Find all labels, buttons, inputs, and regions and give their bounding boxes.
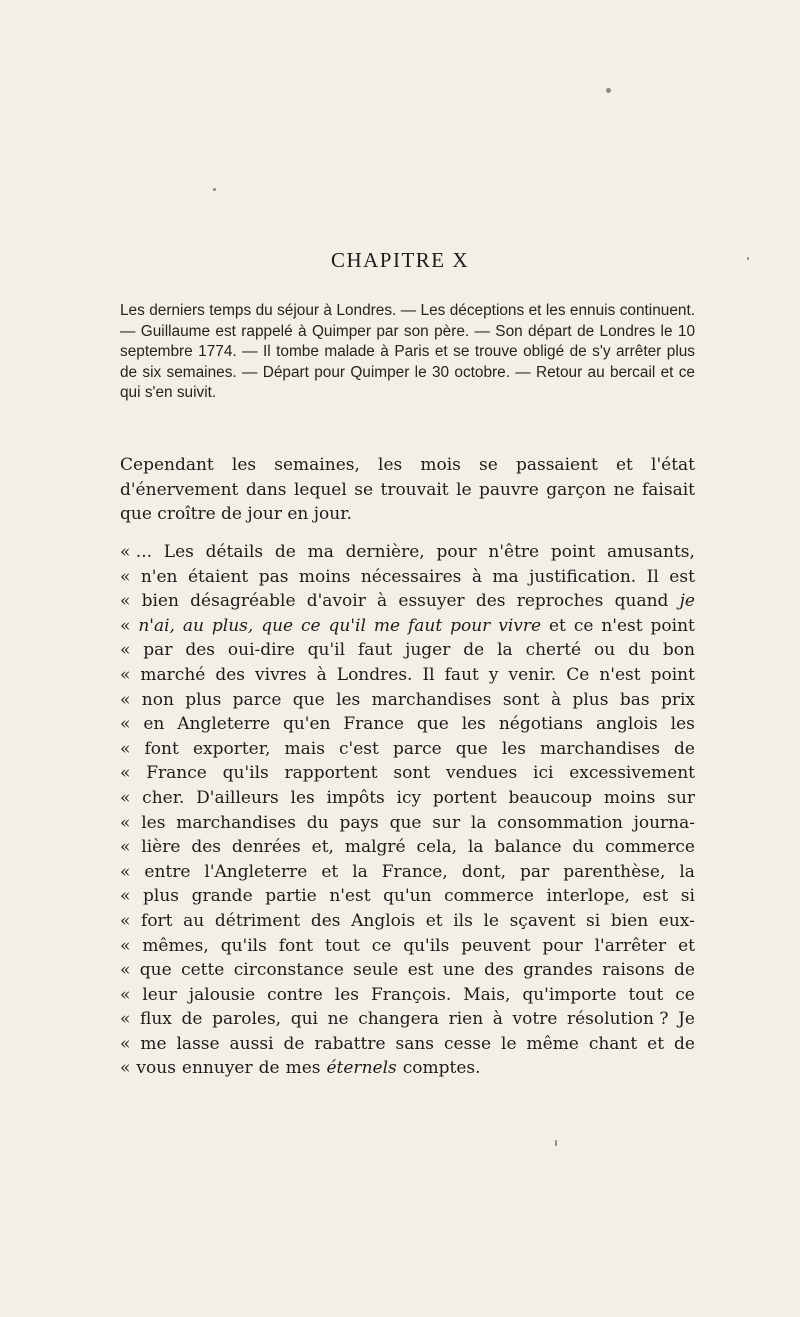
- quote-word: oui-dire: [227, 640, 295, 661]
- quote-word: portent: [432, 787, 497, 808]
- quote-word: comptes.: [402, 1058, 481, 1079]
- quote-word: Mais,: [463, 984, 511, 1005]
- quote-word: et,: [311, 837, 334, 858]
- quote-word: vendues: [445, 763, 518, 784]
- quote-word: je: [679, 591, 695, 612]
- quote-word: sans: [395, 1033, 435, 1054]
- quote-word: étaient: [187, 566, 249, 587]
- quote-word: de: [674, 1033, 695, 1054]
- chapter-title: CHAPITRE X: [330, 248, 470, 272]
- quote-word: consommation: [497, 812, 623, 833]
- quoted-letter: [120, 540, 695, 1081]
- quote-word: «: [120, 787, 131, 808]
- quote-word: négotians: [498, 714, 584, 735]
- quote-line: [120, 589, 695, 614]
- quote-word: «: [120, 960, 131, 981]
- quote-word: la: [679, 861, 695, 882]
- chapter-summary: Les derniers temps du séjour à Londres. — Les déceptions et les ennuis continuent. — Guillaume est rappelé à Quimper par son père. — Son départ de Londres le 10 septembre 1774. — Il tombe malade à Paris et se trouve obligé de s'y arrêter plus de six semaines. — Départ pour Quimper le 30 octobre. — Retour au bercail et ce qui s'en suivit.: [120, 302, 695, 401]
- quote-word: la: [467, 837, 484, 858]
- quote-word: moins: [603, 787, 656, 808]
- quote-word: cette: [181, 960, 225, 981]
- quote-word: qu'il: [328, 615, 366, 636]
- quote-word: lasse: [176, 1033, 220, 1054]
- quote-line: [120, 934, 695, 959]
- quote-word: D'ailleurs: [196, 787, 279, 808]
- quote-word: flux: [140, 1009, 172, 1030]
- quote-word: par: [143, 640, 173, 661]
- quote-word: qu'ils: [222, 763, 269, 784]
- quote-word: résolution ?: [566, 1009, 669, 1030]
- quote-word: ennuyer: [181, 1058, 253, 1079]
- quote-word: qu'en: [282, 714, 331, 735]
- quote-word: mais: [284, 738, 325, 759]
- quote-word: Londres.: [336, 664, 413, 685]
- quote-word: bon: [662, 640, 695, 661]
- quote-word: fort: [141, 910, 173, 931]
- quote-line: [120, 983, 695, 1008]
- quote-word: tout: [324, 935, 360, 956]
- quote-word: seule: [353, 960, 399, 981]
- quote-word: au: [182, 615, 204, 636]
- quote-word: vivres: [255, 664, 307, 685]
- quote-word: que: [139, 960, 172, 981]
- quote-word: peuvent: [461, 935, 531, 956]
- quote-word: au: [183, 910, 205, 931]
- quote-word: rien: [448, 1009, 484, 1030]
- quote-line: [120, 614, 695, 639]
- quote-word: «: [120, 591, 131, 612]
- quote-word: de: [674, 738, 695, 759]
- quote-word: partie: [265, 886, 317, 907]
- quote-word: faut: [444, 664, 479, 685]
- quote-word: et: [425, 910, 443, 931]
- paper-speck: [747, 257, 749, 260]
- quote-word: de: [181, 1009, 203, 1030]
- quote-word: détriment: [214, 910, 301, 931]
- quote-word: les: [141, 812, 166, 833]
- quote-line: [120, 884, 695, 909]
- quote-word: journa-: [633, 812, 695, 833]
- quote-word: chant: [588, 1033, 638, 1054]
- quote-word: des: [310, 910, 341, 931]
- quote-word: aussi: [229, 1033, 274, 1054]
- quote-word: denrées: [231, 837, 301, 858]
- quote-word: les: [670, 714, 695, 735]
- quote-word: grandes: [523, 960, 593, 981]
- quote-word: «: [120, 763, 131, 784]
- quote-word: pas: [258, 566, 289, 587]
- quote-word: à: [377, 591, 388, 612]
- quote-word: «: [120, 738, 131, 759]
- quote-word: balance: [494, 837, 562, 858]
- quote-word: et: [647, 1033, 665, 1054]
- quote-word: et: [678, 935, 695, 956]
- quote-line: [120, 811, 695, 836]
- quote-word: sçavent: [509, 910, 576, 931]
- quote-word: beaucoup: [508, 787, 593, 808]
- quote-word: point: [650, 664, 695, 685]
- quote-word: «: [120, 1033, 131, 1054]
- quote-word: point: [550, 542, 596, 562]
- quote-word: eux-: [658, 910, 695, 931]
- quote-word: me: [373, 615, 401, 636]
- quote-word: vivre: [498, 615, 542, 636]
- quote-word: pays: [339, 812, 379, 833]
- quote-word: à: [492, 1009, 503, 1030]
- quote-word: excessivement: [569, 763, 695, 784]
- quote-word: «: [120, 910, 131, 931]
- quote-line: [120, 958, 695, 983]
- quote-word: «: [120, 861, 131, 882]
- quote-line: [120, 835, 695, 860]
- quote-word: l'Angleterre: [204, 861, 308, 882]
- quote-word: font: [144, 738, 179, 759]
- quote-word: bas: [619, 689, 650, 710]
- quote-word: n'est: [601, 615, 643, 636]
- quote-word: à: [316, 664, 327, 685]
- quote-word: amusants,: [606, 542, 695, 562]
- quote-word: pour: [542, 935, 583, 956]
- paper-speck: [213, 188, 216, 191]
- quote-word: l'arrêter: [594, 935, 667, 956]
- quote-word: leur: [142, 984, 177, 1005]
- quote-word: des: [475, 591, 506, 612]
- quote-word: mes: [285, 1058, 321, 1079]
- quote-word: par: [520, 861, 550, 882]
- quote-word: parenthèse,: [563, 861, 666, 882]
- quote-word: vous: [136, 1058, 176, 1079]
- quote-word: anglois: [595, 714, 658, 735]
- quote-word: «: [120, 886, 131, 907]
- paper-speck: [555, 1140, 557, 1146]
- quote-word: moins: [298, 566, 351, 587]
- quote-word: à: [550, 689, 562, 710]
- quote-line: [120, 909, 695, 934]
- quote-word: éternels: [326, 1058, 397, 1079]
- quote-word: les: [290, 787, 315, 808]
- quote-line: [120, 688, 695, 713]
- quote-word: font: [278, 935, 314, 956]
- quote-word: désagréable: [190, 591, 296, 612]
- quote-word: même: [526, 1033, 579, 1054]
- quote-word: de: [258, 1058, 280, 1079]
- quote-word: France,: [381, 861, 448, 882]
- quote-word: si: [586, 910, 601, 931]
- quote-word: «: [120, 664, 131, 685]
- quote-word: «: [120, 812, 131, 833]
- quote-word: «: [120, 1058, 131, 1079]
- quote-word: lière: [141, 837, 181, 858]
- quote-word: ou: [594, 640, 616, 661]
- quote-word: qu'ils: [403, 935, 450, 956]
- quote-word: du: [628, 640, 650, 661]
- quote-word: ce: [371, 935, 392, 956]
- quote-word: et: [549, 615, 566, 636]
- quote-word: une: [442, 960, 475, 981]
- quote-word: Anglois: [351, 910, 416, 931]
- quote-word: grande: [191, 886, 253, 907]
- quote-word: circonstance: [233, 960, 344, 981]
- quote-word: sur: [667, 787, 695, 808]
- quote-word: est: [642, 886, 669, 907]
- quote-word: cher.: [142, 787, 185, 808]
- quote-word: Il: [422, 664, 435, 685]
- quote-line: [120, 786, 695, 811]
- quote-word: ma: [492, 566, 519, 587]
- quote-word: rapportent: [284, 763, 378, 784]
- quote-word: «: [120, 566, 131, 587]
- quote-word: Je: [678, 1009, 695, 1030]
- quote-word: faut: [357, 640, 393, 661]
- quote-word: de: [674, 960, 695, 981]
- quote-word: Ce: [566, 664, 590, 685]
- quote-word: sur: [432, 812, 461, 833]
- quote-line: [120, 1032, 695, 1057]
- quote-line: [120, 540, 695, 565]
- quote-word: prix: [660, 689, 695, 710]
- quote-word: bien: [141, 591, 179, 612]
- quote-word: est: [669, 566, 695, 587]
- quote-line: [120, 663, 695, 688]
- quote-word: c'est: [339, 738, 379, 759]
- quote-word: le: [483, 910, 499, 931]
- quote-word: du: [306, 812, 329, 833]
- quote-word: plus: [143, 886, 179, 907]
- quote-word: interlope,: [546, 886, 630, 907]
- intro-paragraph: Cependant les semaines, les mois se passaient et l'état d'énervement dans lequel se trouvait le pauvre garçon ne faisait que croître de jour en jour.: [120, 455, 695, 525]
- quote-word: des: [191, 837, 221, 858]
- quote-line: [120, 1056, 695, 1081]
- quote-word: de: [463, 640, 485, 661]
- quote-word: ils: [453, 910, 473, 931]
- quote-word: cesse: [443, 1033, 492, 1054]
- quote-word: icy: [396, 787, 422, 808]
- quote-word: des: [484, 960, 514, 981]
- quote-word: qu'il: [307, 640, 346, 661]
- quote-word: «: [120, 714, 131, 735]
- quote-word: «: [120, 1009, 131, 1030]
- quote-word: commerce: [605, 837, 695, 858]
- quote-word: paroles,: [212, 1009, 282, 1030]
- quote-line: [120, 860, 695, 885]
- quote-word: «: [120, 689, 131, 710]
- quote-word: juger: [405, 640, 451, 661]
- quote-line: [120, 1007, 695, 1032]
- quote-word: plus,: [211, 615, 254, 636]
- quote-word: exporter,: [192, 738, 271, 759]
- quote-word: les: [336, 689, 361, 710]
- quote-word: entre: [144, 861, 191, 882]
- quote-word: marchandises: [371, 689, 492, 710]
- quote-line: [120, 737, 695, 762]
- quote-word: pour: [450, 615, 491, 636]
- quote-word: dont,: [461, 861, 507, 882]
- quote-word: tout: [628, 984, 664, 1005]
- quote-word: n'est: [599, 664, 641, 685]
- quote-word: qui: [290, 1009, 318, 1030]
- quote-word: reproches: [516, 591, 604, 612]
- quote-word: «: [120, 935, 131, 956]
- quote-line: [120, 761, 695, 786]
- quote-word: qu'ils: [220, 935, 267, 956]
- quote-word: les: [334, 984, 360, 1005]
- quote-word: qu'un: [383, 886, 432, 907]
- quote-word: raisons: [602, 960, 665, 981]
- quote-word: est: [407, 960, 434, 981]
- quote-word: si: [680, 886, 695, 907]
- quote-word: me: [140, 1033, 167, 1054]
- quote-word: que: [455, 738, 488, 759]
- quote-word: Les: [163, 542, 194, 562]
- quote-word: Angleterre: [177, 714, 271, 735]
- quote-word: parce: [392, 738, 442, 759]
- quote-line: [120, 712, 695, 737]
- quote-word: dernière,: [345, 542, 425, 562]
- quote-word: n'en: [140, 566, 178, 587]
- quote-word: que: [416, 714, 449, 735]
- quote-word: malgré: [344, 837, 406, 858]
- quote-word: ce: [573, 615, 594, 636]
- quote-line: [120, 565, 695, 590]
- quote-word: détails: [205, 542, 264, 562]
- quote-word: les: [501, 738, 527, 759]
- quote-word: à: [471, 566, 482, 587]
- quote-word: de: [283, 1033, 305, 1054]
- quote-word: la: [352, 861, 368, 882]
- quote-word: la: [497, 640, 513, 661]
- quote-word: France: [343, 714, 404, 735]
- quote-word: n'ai,: [138, 615, 175, 636]
- quote-word: y: [488, 664, 499, 685]
- quote-word: marché: [140, 664, 206, 685]
- quote-word: essuyer: [398, 591, 465, 612]
- quote-word: Il: [646, 566, 659, 587]
- quote-word: « ...: [120, 542, 153, 562]
- quote-word: point: [650, 615, 695, 636]
- quote-word: votre: [512, 1009, 558, 1030]
- quote-word: marchandises: [176, 812, 296, 833]
- quote-word: plus: [185, 689, 222, 710]
- quote-word: que: [292, 689, 325, 710]
- quote-word: que: [389, 812, 422, 833]
- quote-word: ne: [327, 1009, 349, 1030]
- quote-word: qu'importe: [522, 984, 617, 1005]
- quote-word: «: [120, 984, 131, 1005]
- paper-speck: [606, 88, 611, 93]
- quote-word: justification.: [529, 566, 637, 587]
- quote-word: plus: [572, 689, 609, 710]
- quote-word: du: [572, 837, 595, 858]
- quote-word: impôts: [326, 787, 385, 808]
- quote-word: ce: [675, 984, 695, 1005]
- quote-word: en: [143, 714, 165, 735]
- quote-word: jalousie: [188, 984, 256, 1005]
- quote-word: cherté: [525, 640, 582, 661]
- quote-word: non: [141, 689, 174, 710]
- quote-word: que: [261, 615, 294, 636]
- quote-word: rabattre: [314, 1033, 386, 1054]
- quote-word: parce: [232, 689, 282, 710]
- quote-word: contre: [267, 984, 323, 1005]
- quote-word: venir.: [508, 664, 557, 685]
- quote-word: François.: [370, 984, 452, 1005]
- quote-word: pour: [436, 542, 477, 562]
- quote-word: de: [274, 542, 296, 562]
- quote-word: faut: [407, 615, 443, 636]
- quote-word: «: [120, 615, 131, 636]
- quote-word: ici: [533, 763, 554, 784]
- quote-word: des: [185, 640, 216, 661]
- quote-line: [120, 638, 695, 663]
- quote-word: d'avoir: [306, 591, 366, 612]
- quote-word: bien: [610, 910, 649, 931]
- quote-word: ma: [307, 542, 334, 562]
- quote-word: cela,: [416, 837, 458, 858]
- quote-word: n'est: [329, 886, 371, 907]
- quote-word: la: [470, 812, 487, 833]
- quote-word: mêmes,: [142, 935, 209, 956]
- quote-word: et: [321, 861, 339, 882]
- quote-word: France: [146, 763, 207, 784]
- quote-word: sont: [502, 689, 540, 710]
- quote-word: marchandises: [540, 738, 660, 759]
- quote-word: ce: [301, 615, 321, 636]
- quote-word: n'être: [488, 542, 540, 562]
- quote-word: les: [461, 714, 486, 735]
- quote-word: des: [215, 664, 246, 685]
- quote-word: nécessaires: [360, 566, 462, 587]
- quote-word: commerce: [444, 886, 534, 907]
- quote-word: «: [120, 640, 131, 661]
- quote-word: le: [501, 1033, 517, 1054]
- quote-word: «: [120, 837, 131, 858]
- quote-word: quand: [614, 591, 669, 612]
- quote-word: sont: [393, 763, 431, 784]
- quote-word: changera: [358, 1009, 439, 1030]
